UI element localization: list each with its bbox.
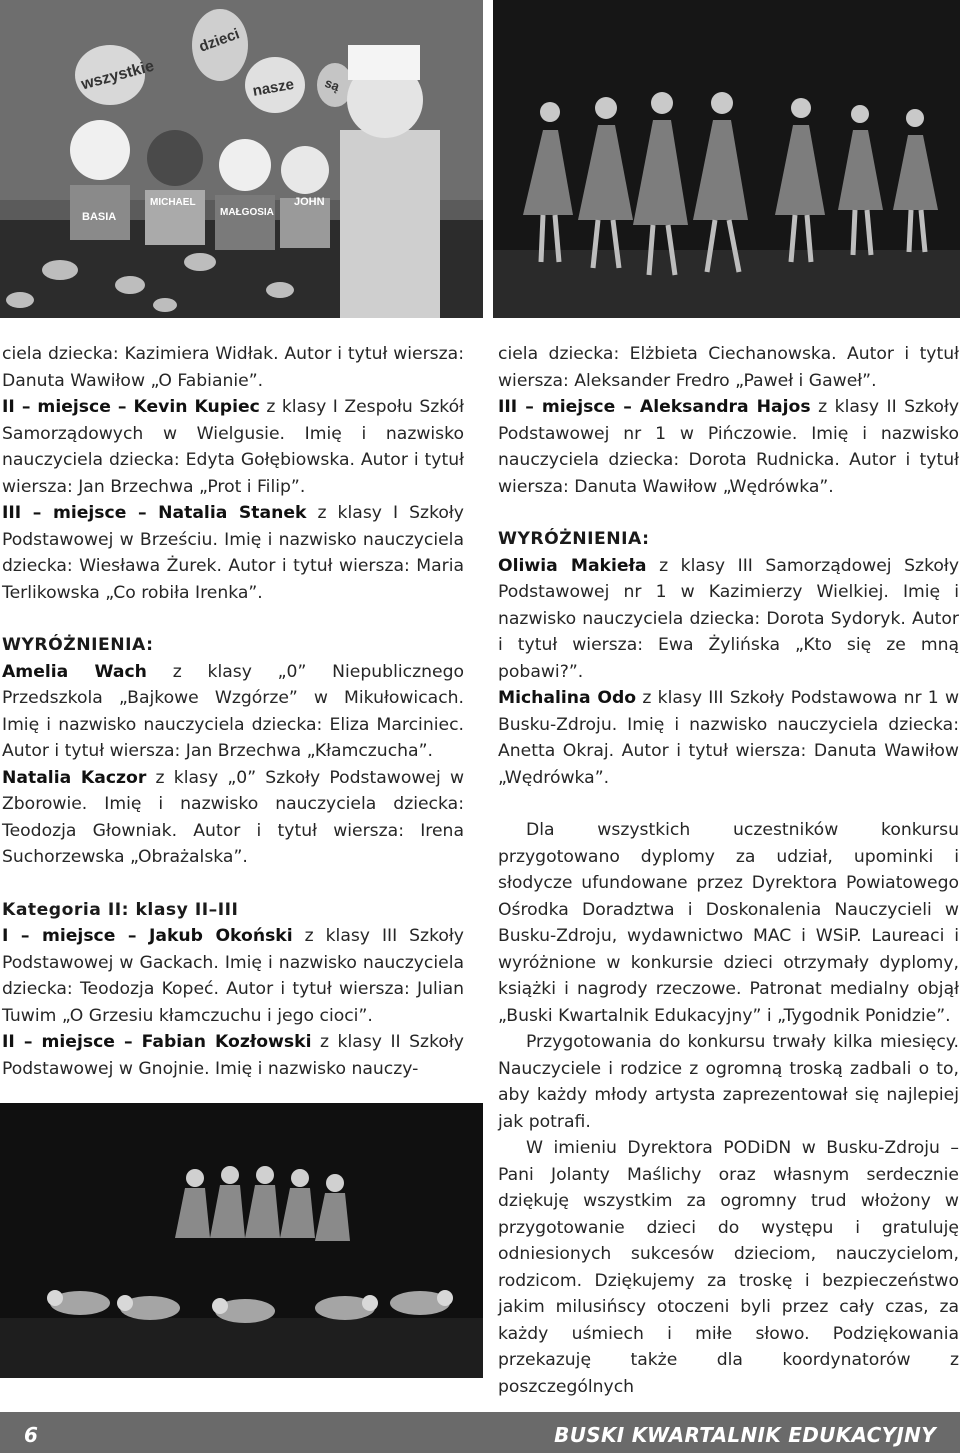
- awardee-name: Michalina Odo: [498, 688, 637, 708]
- award-entry: [2, 341, 464, 394]
- award-entry: [498, 685, 959, 791]
- balloon-text-sa: są: [322, 75, 342, 95]
- awardee-name: II – miejsce – Kevin Kupiec: [2, 397, 260, 417]
- body-paragraph: Przygotowania do konkursu trwały kilka miesięcy. Nauczyciele i rodzice z ogromną troską zadbali o to, aby każdy młody artysta zaprezentował się najlepiej jak potrafi.: [498, 1032, 959, 1132]
- entry-text: z klasy „0” Szkoły Podstawowej w Zborowie. Imię i nazwisko nauczyciela dziecka: Teodozja Głowniak. Autor i tytuł wiersza: Irena Suchorzewska „Obrażalska”.: [2, 767, 465, 867]
- body-paragraph: Dla wszystkich uczestników konkursu przygotowano dyplomy za udział, upominki i słodycze ufundowane przez Dyrektora Powiatowego Ośrodka Doradztwa i Doskonalenia Nauczycieli w Busku-Zdroju, wydawnictwo MAC i WSiP. Laureaci i wyróżnione w konkursie dzieci otrzymały dyplomy, książki i nagrody rzeczowe. Patronat medialny objął „Buski Kwartalnik Edukacyjny” i „Tygodnik Ponidzie”.: [498, 820, 959, 1026]
- body-paragraph: W imieniu Dyrektora PODiDN w Busku-Zdroju – Pani Jolanty Maślichy oraz własnym serdecznie dziękuję wszystkim za ogromny trud włożony w przygotowanie dzieci do występu i gratuluję odniesionych sukcesów dzieciom, nauczycielom, rodzicom. Dziękujemy za troskę i bezpieczeństwo jakim milusińscy otoczeni byli przez cały czas, za każdy uśmiech i miłe słowo. Podziękowania przekazuję także dla koordynatorów z poszczególnych: [498, 1138, 959, 1397]
- section-heading: Kategoria II: klasy II–III: [2, 899, 239, 920]
- paragraph-gap: [498, 791, 959, 817]
- awardee-name: III – miejsce – Aleksandra Hajos: [498, 397, 811, 417]
- left-text-column: [2, 341, 464, 1082]
- awardee-name: III – miejsce – Natalia Stanek: [2, 503, 307, 523]
- magazine-title: BUSKI KWARTALNIK EDUKACYJNY: [554, 1423, 936, 1447]
- balloon-text-nasze: nasze: [251, 75, 296, 100]
- award-entry: [498, 341, 959, 394]
- photo-dancing-girls: [493, 0, 960, 318]
- award-entry: [2, 1029, 464, 1082]
- entry-text: z klasy II Szkoły Podstawowej w Gnojnie. Imię i nazwisko nauczy-: [2, 1032, 464, 1079]
- page-footer: [0, 1408, 960, 1453]
- section-heading: WYRÓŻNIENIA:: [498, 529, 650, 549]
- awardee-name: II – miejsce – Fabian Kozłowski: [2, 1032, 312, 1052]
- award-entry: [2, 923, 464, 1029]
- photo-boy-reciting: [0, 0, 483, 318]
- award-entry: [2, 500, 464, 606]
- section-gap: [498, 500, 959, 526]
- entry-text: z klasy „0” Niepublicznego Przedszkola „Bajkowe Wzgórze” w Mikułowicach. Imię i nazwisko nauczyciela dziecka: Eliza Marciniec. Autor i tytuł wiersza: Jan Brzechwa „Kłamczucha”.: [2, 661, 465, 761]
- section-gap: [2, 871, 464, 897]
- name-tag-basia: BASIA: [82, 211, 117, 223]
- entry-text: z klasy III Szkoły Podstawowej w Gackach. Imię i nazwisko nauczyciela dziecka: Teodozja Kopeć. Autor i tytuł wiersza: Julian Tuwim „O Grzesiu kłamczuchu i jego cioci”.: [2, 926, 464, 1026]
- entry-text: z klasy I Zespołu Szkół Samorządowych w Wielgusie. Imię i nazwisko nauczyciela dziecka: Edyta Gołębiowska. Autor i tytuł wiersza: Jan Brzechwa „Prot i Filip”.: [2, 397, 464, 497]
- award-entry: [498, 553, 959, 686]
- award-entry: [2, 765, 464, 871]
- awardee-name: I – miejsce – Jakub Okoński: [2, 926, 293, 946]
- award-entry: [2, 394, 464, 500]
- awardee-name: Oliwia Makieła: [498, 555, 647, 576]
- awardee-name: Amelia Wach: [2, 661, 147, 682]
- entry-text: z klasy II Szkoły Podstawowej nr 1 w Pińczowie. Imię i nazwisko nauczyciela dziecka: Dorota Rudnicka. Autor i tytuł wiersza: Danuta Wawiłow „Wędrówka”.: [498, 397, 959, 497]
- name-tag-malgosia: MAŁGOSIA: [220, 207, 274, 218]
- entry-text: z klasy III Samorządowej Szkoły Podstawowej nr 1 w Kazimierzy Wielkiej. Imię i nazwisko nauczyciela dziecka: Dorota Sydoryk. Autor i tytuł wiersza: Ewa Żylińska „Kto się ze mną pobawi?”.: [498, 555, 959, 682]
- entry-text: z klasy I Szkoły Podstawowej w Brześciu. Imię i nazwisko nauczyciela dziecka: Wiesława Żurek. Autor i tytuł wiersza: Maria Terlikowska „Co robiła Irenka”.: [2, 503, 464, 603]
- section-heading: WYRÓŻNIENIA:: [2, 635, 154, 655]
- section-gap: [2, 606, 464, 632]
- entry-text: ciela dziecka: Kazimiera Widłak. Autor i tytuł wiersza: Danuta Wawiłow „O Fabianie”.: [2, 344, 464, 391]
- balloon-text-dzieci: dzieci: [196, 25, 242, 56]
- right-text-column: [498, 341, 959, 1400]
- balloon-text-wszystkie: wszystkie: [79, 57, 157, 94]
- name-tag-john: JOHN: [294, 196, 325, 208]
- award-entry: [498, 394, 959, 500]
- awardee-name: Natalia Kaczor: [2, 767, 147, 788]
- entry-text: z klasy III Szkoły Podstawowa nr 1 w Busku-Zdroju. Imię i nazwisko nauczyciela dziecka: Anetta Okraj. Autor i tytuł wiersza: Danuta Wawiłow „Wędrówka”.: [498, 688, 960, 788]
- award-entry: [2, 659, 464, 765]
- entry-text: ciela dziecka: Elżbieta Ciechanowska. Autor i tytuł wiersza: Aleksander Fredro „Paweł i Gaweł”.: [498, 344, 959, 391]
- name-tag-michael: MICHAEL: [150, 197, 196, 208]
- page-number: 6: [24, 1423, 38, 1447]
- photo-floor-dance: [0, 1103, 483, 1378]
